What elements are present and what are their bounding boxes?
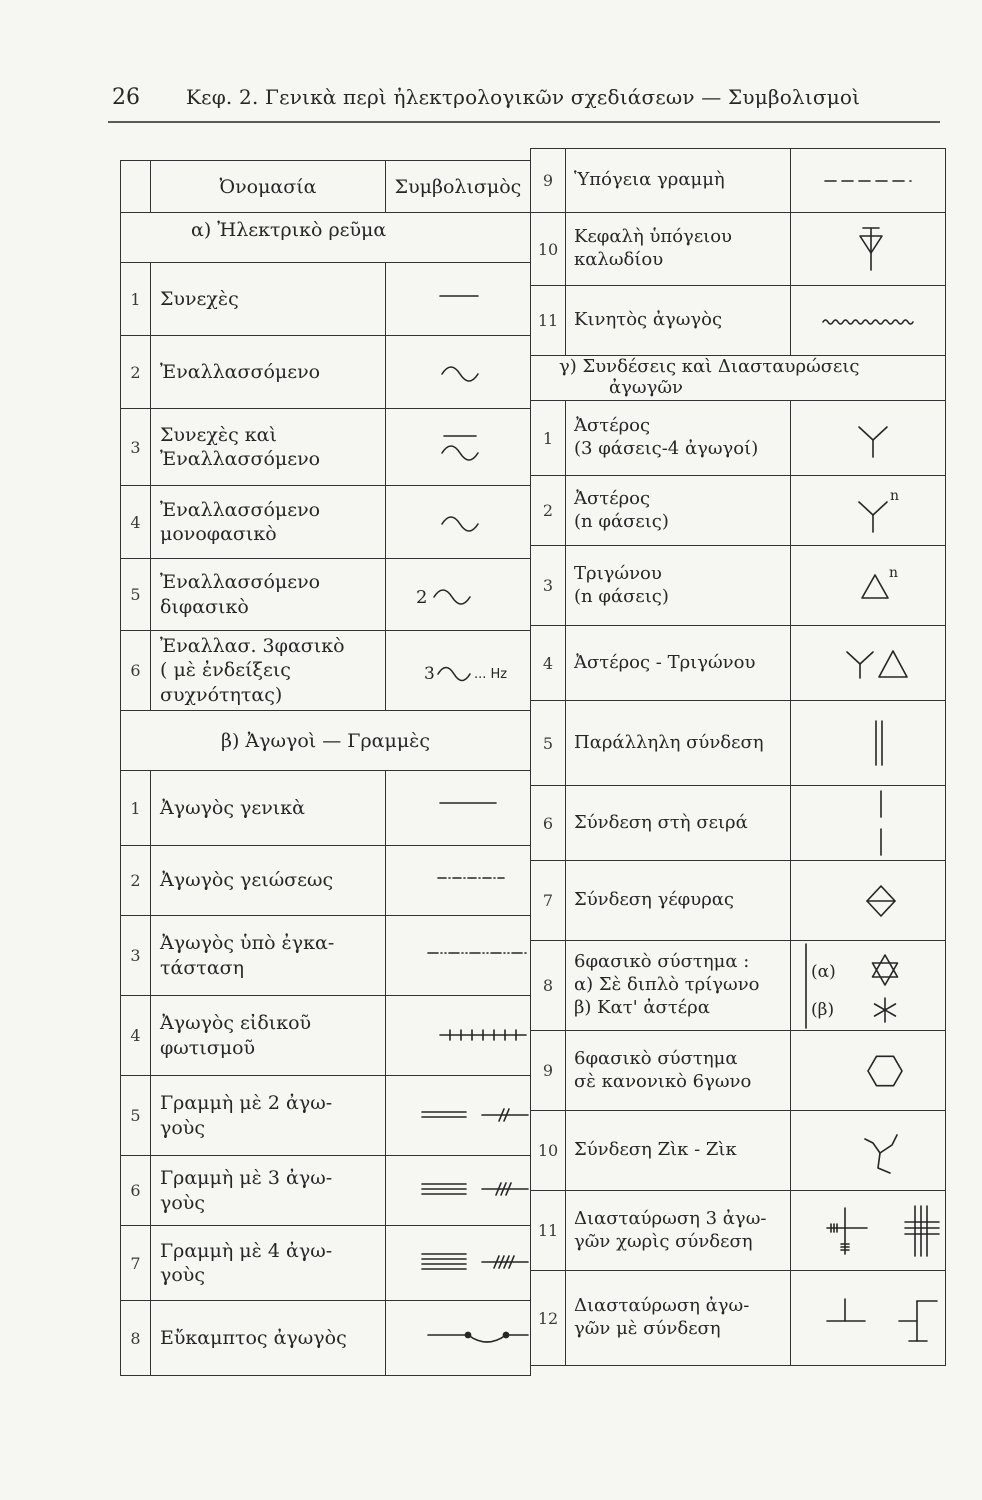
table-row [121,1156,531,1226]
row-number: 7 [121,1226,151,1301]
row-name [566,1191,791,1271]
six-phase-hexagon-icon [793,1043,943,1099]
row-name-line: 6φασικὸ σύστημα : [574,951,750,973]
star-connection-icon [793,413,943,463]
header-rule [108,121,940,123]
variant-a-label: (α) [811,961,836,982]
row-name-line: Σύνδεση Ζὶκ - Ζὶκ [574,1139,737,1161]
direct-current-icon [388,274,528,324]
row-symbol [791,476,946,546]
row-name [566,1111,791,1191]
row-symbol [791,861,946,941]
row-name-line: Ἐναλλασσόμενο [160,571,321,594]
row-number: 7 [531,861,566,941]
row-name [566,149,791,213]
header-number-cell [121,161,151,213]
cable-head-icon [793,224,943,274]
section-title-a: α) Ἠλεκτρικὸ ρεῦμα [121,213,531,263]
row-symbol [791,213,946,286]
variant-b-label: (β) [811,999,835,1020]
row-symbol [791,401,946,476]
header-name: Ὀνομασία [151,161,386,213]
row-symbol [386,336,531,409]
two-conductor-line-icon [388,1091,528,1141]
row-symbol [791,1111,946,1191]
row-symbol [386,996,531,1076]
row-number: 10 [531,1111,566,1191]
row-name [151,916,386,996]
row-name-line: Ἐναλλασ. 3φασικὸ [160,635,345,658]
section-row [121,213,531,263]
row-number: 9 [531,149,566,213]
row-name-line: Κεφαλὴ ὑπόγειου [574,226,732,248]
section-title-line: ἀγωγῶν [609,377,683,398]
row-name-line: Ἀστέρος [574,487,651,509]
row-name-line: Ἐναλλασσόμενο [160,498,321,521]
row-name [151,263,386,336]
table-row [121,916,531,996]
row-symbol [386,263,531,336]
row-name-line: γῶν μὲ σύνδεση [574,1318,721,1339]
row-name [151,1226,386,1301]
table-row [531,941,946,1031]
bridge-connection-icon [793,876,943,926]
row-name-line: Εὔκαμπτος ἀγωγὸς [160,1326,347,1349]
row-name [566,546,791,626]
frequency-label: ... Hz [474,666,508,682]
table-row [531,1031,946,1111]
row-symbol [791,1031,946,1111]
dc-and-ac-icon [388,422,528,472]
single-phase-ac-icon [388,497,528,547]
row-number: 2 [121,846,151,916]
row-name-line: α) Σὲ διπλὸ τρίγωνο [574,974,760,996]
row-name-line: Γραμμὴ μὲ 4 ἀγω- [160,1239,333,1262]
row-number: 1 [121,263,151,336]
movable-conductor-icon [793,296,943,346]
row-name-line: Τριγώνου [574,562,662,584]
row-name-line: β) Κατ' ἀστέρα [574,996,710,1018]
row-number: 11 [531,286,566,356]
row-name [566,861,791,941]
table-row [531,1191,946,1271]
row-name-line: γοὺς [160,1264,205,1286]
row-name-line: Ὑπόγεια γραμμὴ [574,169,725,191]
row-symbol [791,1191,946,1271]
row-number: 4 [531,626,566,701]
table-row [531,786,946,861]
section-row [531,356,946,401]
row-name [151,1156,386,1226]
special-lighting-conductor-icon [388,1011,528,1061]
row-name-line: Παράλληλη σύνδεση [574,731,764,753]
table-row [531,1271,946,1366]
parallel-connection-icon [793,713,943,773]
row-number: 4 [121,996,151,1076]
zigzag-connection-icon [793,1123,943,1179]
table-row [531,1111,946,1191]
row-number: 2 [531,476,566,546]
row-number: 1 [121,771,151,846]
delta-n-phase-icon [793,561,943,611]
row-number: 12 [531,1271,566,1366]
row-name-line: Σύνδεση στὴ σειρά [574,811,748,833]
row-symbol [791,286,946,356]
earth-conductor-icon [388,856,528,906]
row-number: 10 [531,213,566,286]
table-row [531,861,946,941]
row-number: 11 [531,1191,566,1271]
row-number: 5 [531,701,566,786]
row-name-line: Συνεχὲς καὶ [160,423,277,446]
table-row [531,401,946,476]
row-name-line: Διασταύρωση 3 ἀγω- [574,1207,767,1229]
table-row [531,546,946,626]
row-name-line: Ἀγωγὸς εἰδικοῦ [160,1012,312,1035]
row-name-line: σὲ κανονικὸ 6γωνο [574,1070,752,1092]
page-number: 26 [112,85,140,110]
row-name [566,941,791,1031]
row-name [566,1031,791,1111]
row-name-line: συχνότητας) [160,683,283,706]
flexible-conductor-icon [388,1313,528,1363]
row-name-line: Ἀγωγὸς γειώσεως [160,869,334,892]
row-name [566,213,791,286]
phase-exponent-label: n [889,564,899,581]
row-symbol [386,846,531,916]
right-symbols-table [530,148,946,1366]
row-name-line: τάσταση [160,956,245,979]
row-symbol [791,786,946,861]
two-phase-ac-icon [388,570,528,620]
row-number: 6 [121,1156,151,1226]
row-number: 9 [531,1031,566,1111]
row-symbol [791,701,946,786]
section-title-line: γ) Συνδέσεις καὶ Διασταυρώσεις [559,356,860,378]
table-row [531,213,946,286]
row-symbol [386,486,531,559]
table-row [121,631,531,711]
phase-count-label: 2 [416,586,428,608]
row-name-line: Ἐναλλασσόμενο [160,448,321,470]
row-symbol [386,559,531,631]
row-name [566,701,791,786]
row-name-line: (n φάσεις) [574,585,669,607]
row-name-line: Γραμμὴ μὲ 3 ἀγω- [160,1167,333,1190]
star-n-phase-icon [793,486,943,536]
row-number: 6 [531,786,566,861]
phase-count-label: 3 [424,663,435,684]
row-name [151,1301,386,1376]
section-row [121,711,531,771]
row-name-line: μονοφασικὸ [160,523,277,545]
row-symbol [791,546,946,626]
row-name-line: Κινητὸς ἀγωγὸς [574,309,723,331]
star-delta-icon [793,638,943,688]
row-symbol [386,916,531,996]
row-name-line: Ἀστέρος - Τριγώνου [574,651,756,673]
row-number: 4 [121,486,151,559]
table-row [121,263,531,336]
row-name-line: γοὺς [160,1191,205,1214]
row-name [566,286,791,356]
row-name [566,1271,791,1366]
row-symbol [386,409,531,486]
conductor-line-icon [388,783,528,833]
alternating-current-icon [388,347,528,397]
left-symbols-table [120,160,531,1376]
six-phase-double-delta-and-star-icon [793,944,943,1028]
table-row [121,1226,531,1301]
row-name-line: Σύνδεση γέφυρας [574,889,735,911]
row-number: 3 [121,409,151,486]
row-name [566,786,791,861]
row-symbol [791,626,946,701]
table-row [531,476,946,546]
row-name-line: Ἀστέρος [574,415,651,437]
series-connection-icon [793,789,943,857]
row-name-line: διφασικὸ [160,595,249,618]
row-number: 3 [121,916,151,996]
table-row [121,409,531,486]
row-name [151,486,386,559]
table-row [121,846,531,916]
row-number: 6 [121,631,151,711]
row-name [566,626,791,701]
row-name-line: φωτισμοῦ [160,1036,256,1059]
header-symbol: Συμβολισμὸς [386,161,531,213]
table-header-row [121,161,531,213]
row-number: 8 [121,1301,151,1376]
row-symbol [386,1156,531,1226]
row-name-line: Συνεχὲς [160,287,239,310]
row-number: 1 [531,401,566,476]
row-number: 5 [121,1076,151,1156]
row-name-line: 6φασικὸ σύστημα [574,1047,738,1069]
row-name-line: Γραμμὴ μὲ 2 ἀγω- [160,1092,333,1115]
row-name [566,476,791,546]
table-row [121,771,531,846]
table-row [531,286,946,356]
table-row [121,336,531,409]
section-title-c [531,356,946,401]
row-symbol [791,941,946,1031]
row-name [151,631,386,711]
row-name-line: Ἀγωγὸς γενικὰ [160,796,305,819]
row-symbol [791,149,946,213]
row-number: 8 [531,941,566,1031]
running-head: Κεφ. 2. Γενικὰ περὶ ἠλεκτρολογικῶν σχεδιάσεων — Συμβολισμοὶ [186,85,861,109]
row-name-line: (3 φάσεις-4 ἀγωγοί) [574,438,759,459]
row-name [151,559,386,631]
row-name [151,996,386,1076]
three-conductor-line-icon [388,1166,528,1216]
three-phase-ac-icon [388,646,528,696]
row-name [151,771,386,846]
row-name [151,336,386,409]
row-name-line: ( μὲ ἐνδείξεις [160,659,291,682]
table-row [121,559,531,631]
underground-line-icon [793,156,943,206]
row-symbol [386,1301,531,1376]
four-conductor-line-icon [388,1238,528,1288]
row-symbol [386,1226,531,1301]
row-symbol [791,1271,946,1366]
row-name-line: Ἐναλλασσόμενο [160,360,321,383]
table-row [531,626,946,701]
section-title-b: β) Ἀγωγοὶ — Γραμμὲς [121,711,531,771]
row-number: 2 [121,336,151,409]
row-symbol [386,771,531,846]
table-row [121,1301,531,1376]
table-row [121,486,531,559]
table-row [531,149,946,213]
row-name [151,846,386,916]
row-name-line: Ἀγωγὸς ὑπὸ ἐγκα- [160,932,335,955]
table-row [531,701,946,786]
crossing-with-connection-icon [793,1287,943,1349]
planned-conductor-icon [388,931,528,981]
crossing-without-connection-icon [793,1200,943,1262]
row-number: 3 [531,546,566,626]
row-name-line: γῶν χωρὶς σύνδεση [574,1230,753,1252]
row-name-line: (n φάσεις) [574,510,669,532]
row-name-line: Διασταύρωση ἀγω- [574,1295,750,1317]
row-symbol [386,631,531,711]
row-name-line: καλωδίου [574,249,664,270]
row-name [151,409,386,486]
row-name [151,1076,386,1156]
phase-exponent-label: n [890,487,900,504]
table-row [121,996,531,1076]
row-name-line: γοὺς [160,1116,205,1139]
row-symbol [386,1076,531,1156]
row-number: 5 [121,559,151,631]
table-row [121,1076,531,1156]
row-name [566,401,791,476]
